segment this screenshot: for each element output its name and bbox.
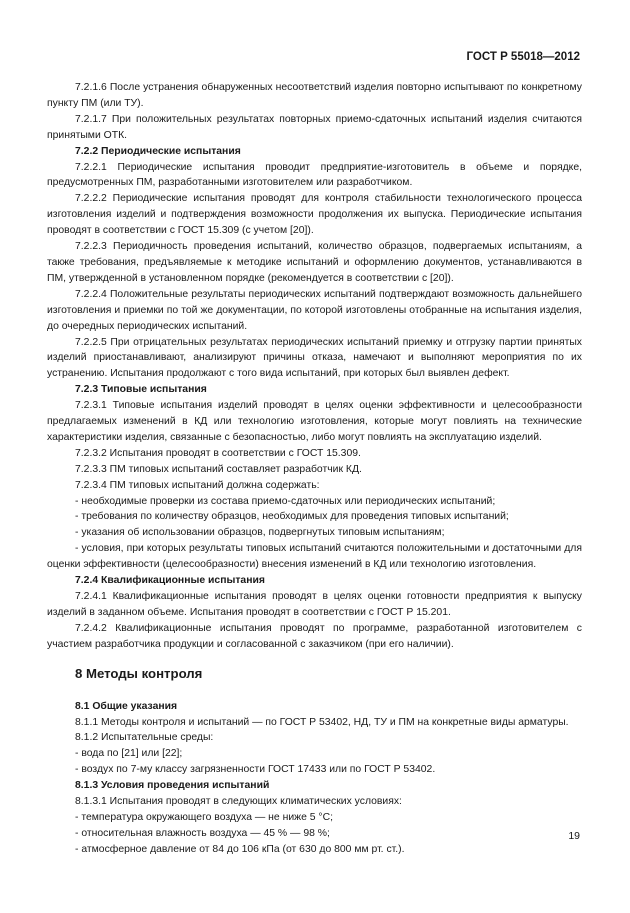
heading-7-2-3: 7.2.3 Типовые испытания [75,384,207,396]
paragraph-8-1-1: 8.1.1 Методы контроля и испытаний — по ГОСТ Р 53402, НД, ТУ и ПМ на конкретные виды арматуры. [75,716,569,728]
list-item: - температура окружающего воздуха — не ниже 5 °С; [75,811,333,823]
paragraph-7-2-2-2: 7.2.2.2 Периодические испытания проводят для контроля стабильности технологического процесса изготовления изделий и подтверждения возможности продолжения их выпуска. Периодические испытания проводят в соответствии с ГОСТ 15.309 (с учетом [20]). [47,193,582,237]
list-item: - вода по [21] или [22]; [75,748,183,760]
paragraph-8-1-3-1: 8.1.3.1 Испытания проводят в следующих климатических условиях: [75,796,402,808]
paragraph-7-2-1-6: 7.2.1.6 После устранения обнаруженных несоответствий изделия повторно испытывают по конкретному пункту ПМ (или ТУ). [47,82,582,109]
heading-8-1-3: 8.1.3 Условия проведения испытаний [75,780,270,792]
paragraph-7-2-4-2: 7.2.4.2 Квалификационные испытания проводят по программе, разработанной изготовителем с участием разработчика продукции и согласованной с заказчиком (при его наличии). [47,622,582,650]
heading-8-1: 8.1 Общие указания [75,700,178,712]
page-number: 19 [568,830,580,842]
paragraph-7-2-4-1: 7.2.4.1 Квалификационные испытания проводят в целях оценки готовности предприятия к выпуску изделий в заданном объеме. Испытания проводят в соответствии с ГОСТ Р 15.201. [47,591,582,618]
heading-7-2-2: 7.2.2 Периодические испытания [75,145,241,157]
list-item: - относительная влажность воздуха — 45 % — 98 %; [75,827,330,839]
list-item: - условия, при которых результаты типовых испытаний считаются положительными и достаточными для оценки эффективности (целесообразности) внесения изменений в КД или технологию изготовления. [47,543,582,571]
paragraph-7-2-3-1: 7.2.3.1 Типовые испытания изделий проводят в целях оценки эффективности и целесообразности предлагаемых изменений в КД или технологию изготовления, которые могут повлиять на технические характеристики изделия, связанные с безопасностью, либо могут повлиять на эксплуатацию изделий. [47,400,582,443]
paragraph-7-2-2-3: 7.2.2.3 Периодичность проведения испытаний, количество образцов, подвергаемых испытаниям, а также требования, предъявляемые к методике испытаний и оформлению документов, устанавливаются в ПМ, утвержденной в установленном порядке (рекомендуется в соответствии с [20]). [47,241,582,284]
paragraph-7-2-3-4: 7.2.3.4 ПМ типовых испытаний должна содержать: [75,479,320,491]
heading-7-2-4: 7.2.4 Квалификационные испытания [75,575,265,587]
list-item: - воздух по 7-му классу загрязненности ГОСТ 17433 или по ГОСТ Р 53402. [75,764,436,776]
document-header: ГОСТ Р 55018—2012 [466,51,580,63]
paragraph-7-2-2-4: 7.2.2.4 Положительные результаты периодических испытаний подтверждают возможность дальнейшего изготовления и приемки по той же документации, по которой изготовлены отобранные на испытания изделия, до очередных периодических испытаний. [47,288,582,332]
paragraph-7-2-2-5: 7.2.2.5 При отрицательных результатах периодических испытаний приемку и отгрузку партии принятых изделий приостанавливают, анализируют причины отказа, намечают и выполняют мероприятия по их устранению. Испытания продолжают с того вида испытаний, при которых был выявлен дефект. [47,336,582,380]
paragraph-7-2-3-3: 7.2.3.3 ПМ типовых испытаний составляет разработчик КД. [75,463,362,475]
list-item: - атмосферное давление от 84 до 106 кПа (от 630 до 800 мм рт. ст.). [75,843,405,855]
paragraph-7-2-2-1: 7.2.2.1 Периодические испытания проводит предприятие-изготовитель в объеме и порядке, предусмотренных ПМ, разработанными изготовителем или разработчиком. [47,161,582,189]
paragraph-8-1-2: 8.1.2 Испытательные среды: [75,732,214,744]
list-item: - указания об использовании образцов, подвергнутых типовым испытаниям; [75,527,445,539]
paragraph-7-2-3-2: 7.2.3.2 Испытания проводят в соответствии с ГОСТ 15.309. [75,447,361,459]
list-item: - необходимые проверки из состава приемо-сдаточных или периодических испытаний; [75,495,496,507]
document-body [47,80,582,858]
heading-section-8: 8 Методы контроля [75,665,203,681]
list-item: - требования по количеству образцов, необходимых для проведения типовых испытаний; [75,511,509,523]
paragraph-7-2-1-7: 7.2.1.7 При положительных результатах повторных приемо-сдаточных испытаний изделия считаются принятыми ОТК. [47,113,582,141]
